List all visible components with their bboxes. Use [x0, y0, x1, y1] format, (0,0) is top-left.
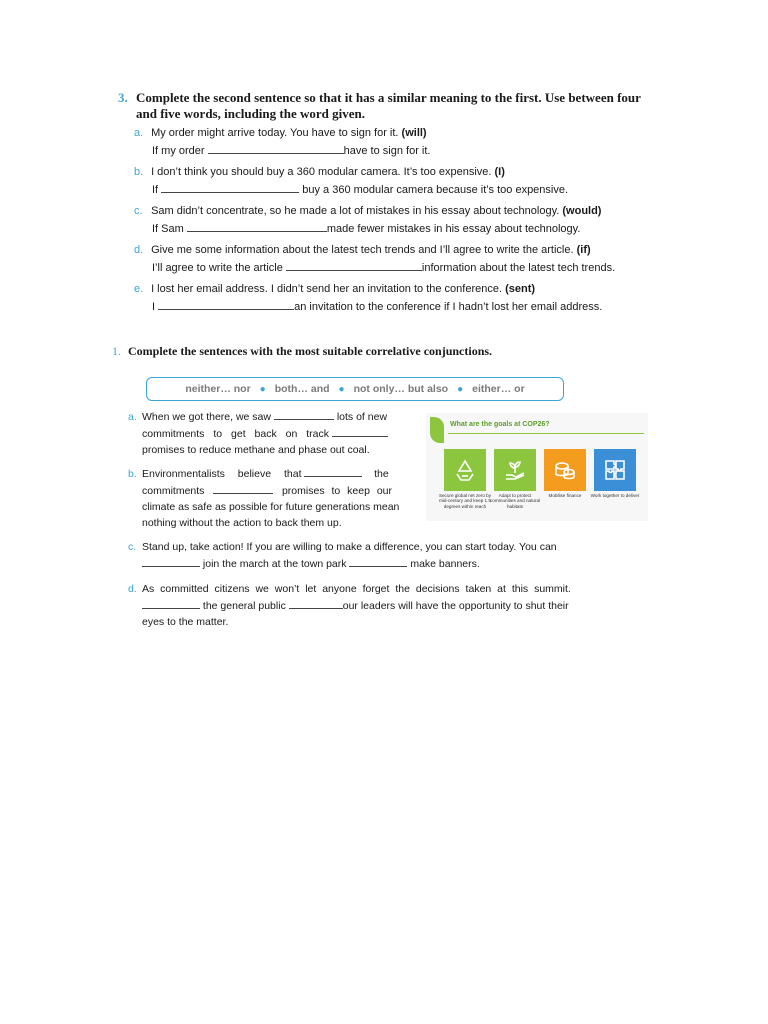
cop26-infographic — [426, 413, 648, 521]
answer-blank[interactable] — [213, 482, 273, 494]
exercise-3-item-e: e. I lost her email address. I didn’t send her an invitation to the conference. (sent) I an invitation to the conference if I hadn’t lost her email address. — [134, 283, 603, 313]
exercise-3-item-d: d. Give me some information about the latest tech trends and I’ll agree to write the article. (if) I’ll agree to write the article information about the latest tech trends. — [134, 244, 616, 274]
exercise-1-number: 1. — [112, 344, 121, 358]
answer-blank[interactable] — [161, 181, 299, 193]
exercise-1 — [112, 344, 612, 359]
answer-blank[interactable] — [289, 597, 343, 609]
leaf-icon — [430, 417, 444, 443]
tile-label: Secure global net zero by mid-century and keep 1.5 degrees within reach — [438, 493, 492, 509]
tile-label: Adapt to protect communities and natural habitats — [489, 493, 541, 509]
answer-blank[interactable] — [187, 220, 327, 232]
infographic-heading: What are the goals at COP26? — [450, 421, 550, 428]
answer-blank[interactable] — [349, 555, 407, 567]
answer-blank[interactable] — [274, 408, 334, 420]
exercise-1-item-b: b. Environmentalists believe that the commitments promises to keep our climate as safe as possible for future generations mean nothing without the action to back them up. — [128, 465, 412, 531]
tile-label: Mobilise finance — [548, 493, 582, 498]
answer-blank[interactable] — [142, 555, 200, 567]
exercise-3-item-a: a. My order might arrive today. You have to sign for it. (will) If my order have to sign for it. — [134, 127, 431, 157]
exercise-3-item-c: c. Sam didn’t concentrate, so he made a lot of mistakes in his essay about technology. (would) If Sam made fewer mistakes in his essay about technology. — [134, 205, 602, 235]
tile-label: Work together to deliver — [590, 493, 640, 498]
plant-hand-icon — [494, 449, 536, 491]
bullet-icon: ● — [457, 383, 464, 395]
exercise-1-item-a: a. When we got there, we saw lots of new commitments to get back on track promises to reduce methane and phase out coal. — [128, 408, 412, 458]
answer-blank[interactable] — [304, 465, 362, 477]
word-option: not only… but also — [353, 383, 449, 395]
answer-blank[interactable] — [142, 597, 200, 609]
word-option: neither… nor — [185, 383, 251, 395]
exercise-1-title: 1. Complete the sentences with the most suitable correlative conjunctions. — [112, 344, 493, 358]
bullet-icon: ● — [259, 383, 266, 395]
word-box — [146, 377, 564, 401]
divider — [448, 433, 644, 434]
word-option: either… or — [472, 383, 525, 395]
coins-icon — [544, 449, 586, 491]
exercise-1-item-c: c. Stand up, take action! If you are willing to make a difference, you can start today. You can join the march at the town park make banners. — [128, 541, 557, 570]
exercise-3-item-b: b. I don’t think you should buy a 360 modular camera. It’s too expensive. (I) If buy a 360 modular camera because it’s too expensive. — [134, 166, 569, 196]
answer-blank[interactable] — [208, 142, 344, 154]
answer-blank[interactable] — [286, 259, 422, 271]
exercise-3 — [118, 90, 658, 319]
word-option: both… and — [274, 383, 330, 395]
exercise-3-title: 3. Complete the second sentence so that it has a similar meaning to the first. Use between four and five words, including the word given. — [118, 90, 641, 121]
exercise-3-number: 3. — [118, 90, 128, 105]
recycle-icon — [444, 449, 486, 491]
bullet-icon: ● — [338, 383, 345, 395]
answer-blank[interactable] — [332, 425, 388, 437]
exercise-1-item-d: d. As committed citizens we won’t let anyone forget the decisions taken at this summit. the general public our leaders will have the opportunity to shut their eyes to the matter. — [128, 583, 571, 628]
answer-blank[interactable] — [158, 298, 294, 310]
puzzle-icon — [594, 449, 636, 491]
